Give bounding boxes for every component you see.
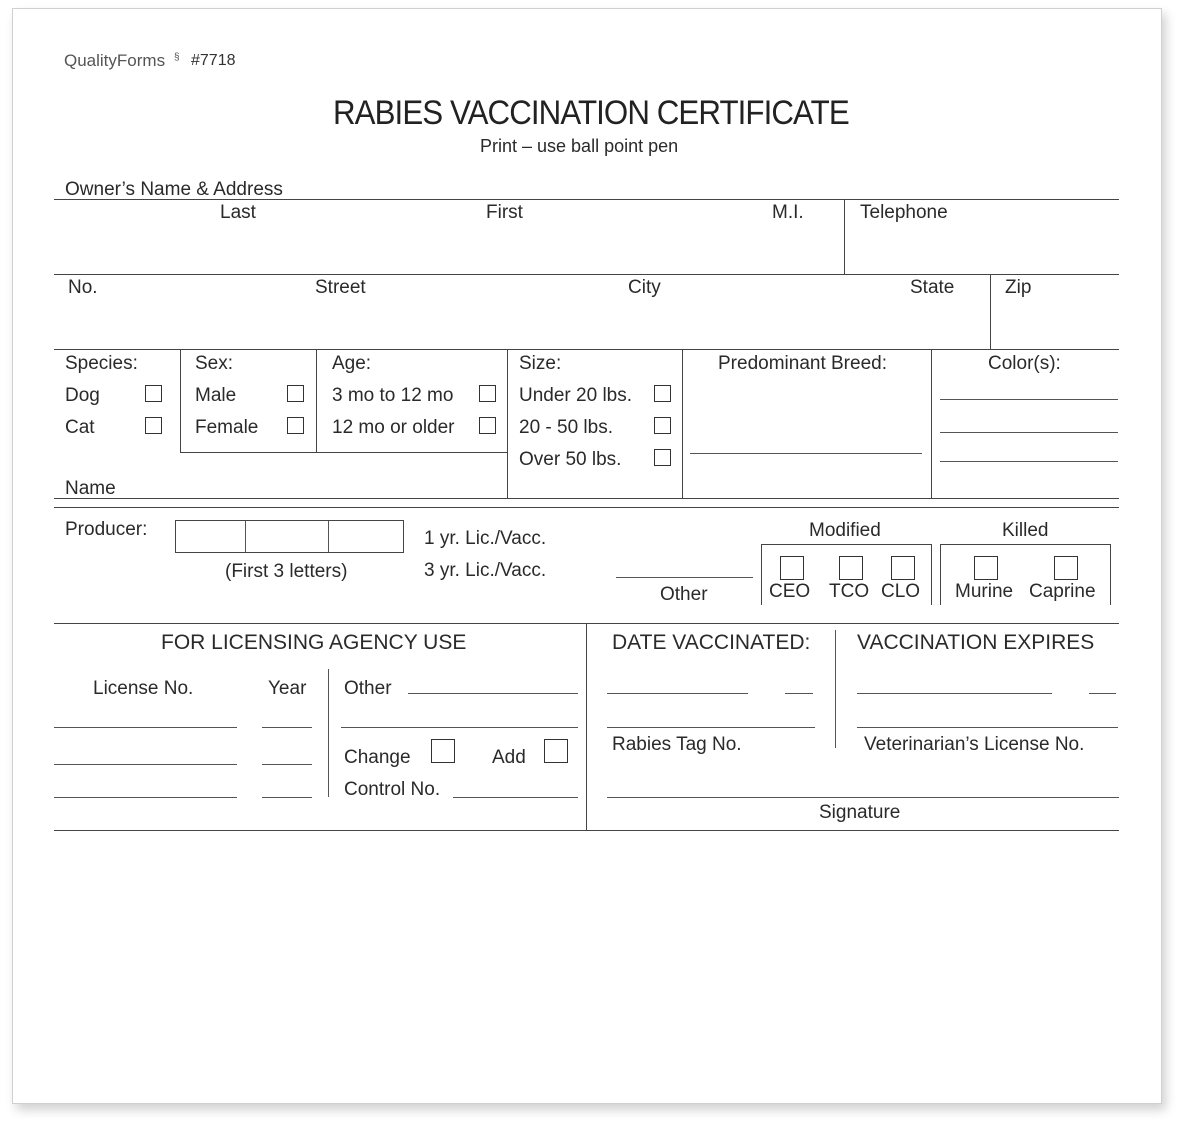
year-label: Year (268, 678, 307, 699)
age-divider (316, 350, 317, 453)
breed-divider (682, 350, 683, 498)
owner-mi-label: M.I. (772, 202, 804, 223)
breed-line[interactable] (690, 453, 922, 454)
licensing-other-label: Other (344, 678, 392, 699)
licensing-divider (328, 669, 329, 797)
telephone-label: Telephone (860, 202, 948, 223)
size-option-under20: Under 20 lbs. (519, 385, 633, 406)
licensing-right-divider (586, 624, 587, 831)
expires-date-line[interactable] (857, 693, 1052, 694)
sex-male-checkbox[interactable] (287, 385, 304, 402)
form-subtitle: Print – use ball point pen (480, 136, 679, 156)
sex-divider (180, 350, 181, 453)
size-under20-checkbox[interactable] (654, 385, 671, 402)
producer-label: Producer: (65, 519, 148, 540)
size-over50-checkbox[interactable] (654, 449, 671, 466)
vaccination-expires-label: VACCINATION EXPIRES (857, 631, 1095, 654)
clo-checkbox[interactable] (891, 556, 915, 580)
vet-license-label: Veterinarian’s License No. (864, 734, 1085, 755)
size-label: Size: (519, 353, 562, 374)
address-top-rule (54, 274, 1119, 275)
producer-letters-box[interactable] (175, 520, 404, 553)
expires-divider (835, 630, 836, 748)
address-state-label: State (910, 277, 955, 298)
licensing-other-line[interactable] (408, 693, 578, 694)
control-no-label: Control No. (344, 779, 441, 800)
species-dog-checkbox[interactable] (145, 385, 162, 402)
rabies-tag-label: Rabies Tag No. (612, 734, 742, 755)
tco-label: TCO (829, 581, 870, 602)
animal-bottom-rule (54, 498, 1119, 499)
animal-top-rule (54, 349, 1119, 350)
owner-section-label: Owner’s Name & Address (65, 179, 283, 200)
expires-year-line[interactable] (1089, 693, 1116, 694)
year-line-1[interactable] (262, 727, 312, 728)
year-line-2[interactable] (262, 764, 312, 765)
license-no-line-3[interactable] (54, 797, 237, 798)
age-option-older: 12 mo or older (332, 417, 455, 438)
vet-license-line[interactable] (857, 727, 1118, 728)
clo-label: CLO (881, 581, 921, 602)
species-label: Species: (65, 353, 138, 374)
signature-label: Signature (819, 802, 901, 823)
rabies-tag-line[interactable] (607, 727, 815, 728)
telephone-divider (844, 200, 845, 274)
breed-label: Predominant Breed: (718, 353, 887, 374)
brand-name: QualityForms (64, 51, 166, 70)
license-no-line-1[interactable] (54, 727, 237, 728)
producer-other-label: Other (660, 584, 708, 605)
size-divider (507, 350, 508, 498)
add-label: Add (492, 747, 526, 768)
color-line-2[interactable] (940, 432, 1118, 433)
size-option-20-50: 20 - 50 lbs. (519, 417, 613, 438)
owner-first-label: First (486, 202, 523, 223)
modified-label: Modified (809, 520, 881, 541)
brand-mark: § (174, 52, 180, 63)
owner-top-rule (54, 199, 1119, 200)
form-bottom-rule (54, 830, 1119, 831)
age-young-checkbox[interactable] (479, 385, 496, 402)
size-20-50-checkbox[interactable] (654, 417, 671, 434)
control-no-line[interactable] (453, 797, 578, 798)
address-zip-label: Zip (1005, 277, 1032, 298)
animal-mid-rule (180, 452, 507, 453)
ceo-checkbox[interactable] (780, 556, 804, 580)
caprine-checkbox[interactable] (1054, 556, 1078, 580)
change-checkbox[interactable] (431, 739, 455, 763)
producer-other-line[interactable] (616, 577, 753, 578)
species-option-cat: Cat (65, 417, 95, 438)
species-cat-checkbox[interactable] (145, 417, 162, 434)
address-no-label: No. (68, 277, 98, 298)
license-1yr-label: 1 yr. Lic./Vacc. (424, 528, 547, 549)
producer-letter-divider-1 (245, 521, 246, 552)
age-older-checkbox[interactable] (479, 417, 496, 434)
sex-option-female: Female (195, 417, 259, 438)
address-street-label: Street (315, 277, 366, 298)
form-title: RABIES VACCINATION CERTIFICATE (333, 94, 849, 132)
killed-label: Killed (1002, 520, 1049, 541)
ceo-label: CEO (769, 581, 811, 602)
sex-option-male: Male (195, 385, 237, 406)
licensing-header: FOR LICENSING AGENCY USE (161, 631, 467, 654)
age-label: Age: (332, 353, 372, 374)
murine-label: Murine (955, 581, 1014, 602)
signature-line[interactable] (607, 797, 1119, 798)
license-no-line-2[interactable] (54, 764, 237, 765)
producer-hint: (First 3 letters) (225, 561, 348, 582)
date-vaccinated-line[interactable] (607, 693, 748, 694)
pet-name-label: Name (65, 478, 116, 499)
form-number: #7718 (191, 52, 236, 69)
year-line-3[interactable] (262, 797, 312, 798)
change-label: Change (344, 747, 411, 768)
producer-top-rule (54, 507, 1119, 508)
address-city-label: City (628, 277, 661, 298)
size-option-over50: Over 50 lbs. (519, 449, 622, 470)
add-checkbox[interactable] (544, 739, 568, 763)
species-option-dog: Dog (65, 385, 100, 406)
age-option-young: 3 mo to 12 mo (332, 385, 454, 406)
licensing-other-line-2[interactable] (341, 727, 578, 728)
caprine-label: Caprine (1029, 581, 1096, 602)
color-line-1[interactable] (940, 399, 1118, 400)
license-3yr-label: 3 yr. Lic./Vacc. (424, 560, 547, 581)
date-vaccinated-year-line[interactable] (785, 693, 813, 694)
colors-divider (931, 350, 932, 498)
license-no-label: License No. (93, 678, 194, 699)
color-line-3[interactable] (940, 461, 1118, 462)
tco-checkbox[interactable] (839, 556, 863, 580)
sex-label: Sex: (195, 353, 234, 374)
zip-divider (990, 275, 991, 349)
sex-female-checkbox[interactable] (287, 417, 304, 434)
colors-label: Color(s): (988, 353, 1061, 374)
producer-letter-divider-2 (328, 521, 329, 552)
owner-last-label: Last (220, 202, 256, 223)
murine-checkbox[interactable] (974, 556, 998, 580)
date-vaccinated-label: DATE VACCINATED: (612, 631, 811, 654)
